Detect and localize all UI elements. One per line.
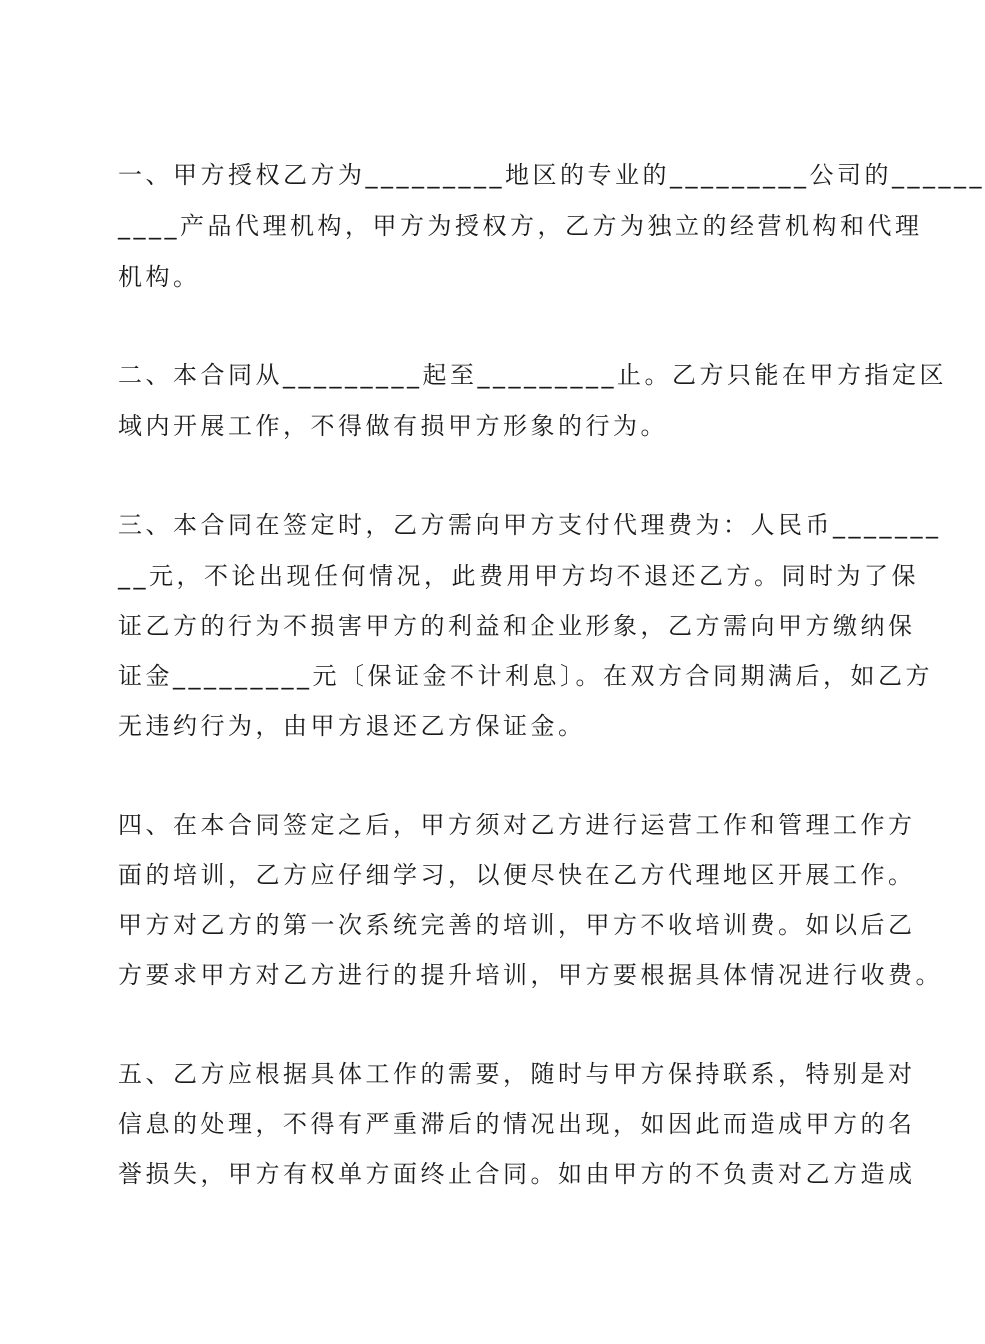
text-line: ____产品代理机构，甲方为授权方，乙方为独立的经营机构和代理 (118, 212, 923, 240)
text-line: 一、甲方授权乙方为_________地区的专业的_________公司的______ (118, 161, 985, 189)
text-line: 域内开展工作，不得做有损甲方形象的行为。 (118, 412, 668, 440)
text-line: 誉损失，甲方有权单方面终止合同。如由甲方的不负责对乙方造成 (118, 1160, 916, 1188)
text-line: 机构。 (118, 263, 201, 291)
text-line: 证金_________元〔保证金不计利息〕。在双方合同期满后，如乙方 (118, 662, 933, 690)
text-line: 证乙方的行为不损害甲方的利益和企业形象，乙方需向甲方缴纳保 (118, 612, 916, 640)
text-line: 五、乙方应根据具体工作的需要，随时与甲方保持联系，特别是对 (118, 1060, 916, 1088)
text-line: 无违约行为，由甲方退还乙方保证金。 (118, 712, 586, 740)
text-line: __元，不论出现任何情况，此费用甲方均不退还乙方。同时为了保 (118, 562, 919, 590)
text-line: 方要求甲方对乙方进行的提升培训，甲方要根据具体情况进行收费。 (118, 961, 943, 989)
text-line: 二、本合同从_________起至_________止。乙方只能在甲方指定区 (118, 361, 947, 389)
text-line: 三、本合同在签定时，乙方需向甲方支付代理费为：人民币_______ (118, 511, 942, 539)
text-line: 面的培训，乙方应仔细学习，以便尽快在乙方代理地区开展工作。 (118, 861, 916, 889)
text-line: 四、在本合同签定之后，甲方须对乙方进行运营工作和管理工作方 (118, 811, 916, 839)
text-line: 信息的处理，不得有严重滞后的情况出现，如因此而造成甲方的名 (118, 1110, 916, 1138)
text-line: 甲方对乙方的第一次系统完善的培训，甲方不收培训费。如以后乙 (118, 911, 916, 939)
